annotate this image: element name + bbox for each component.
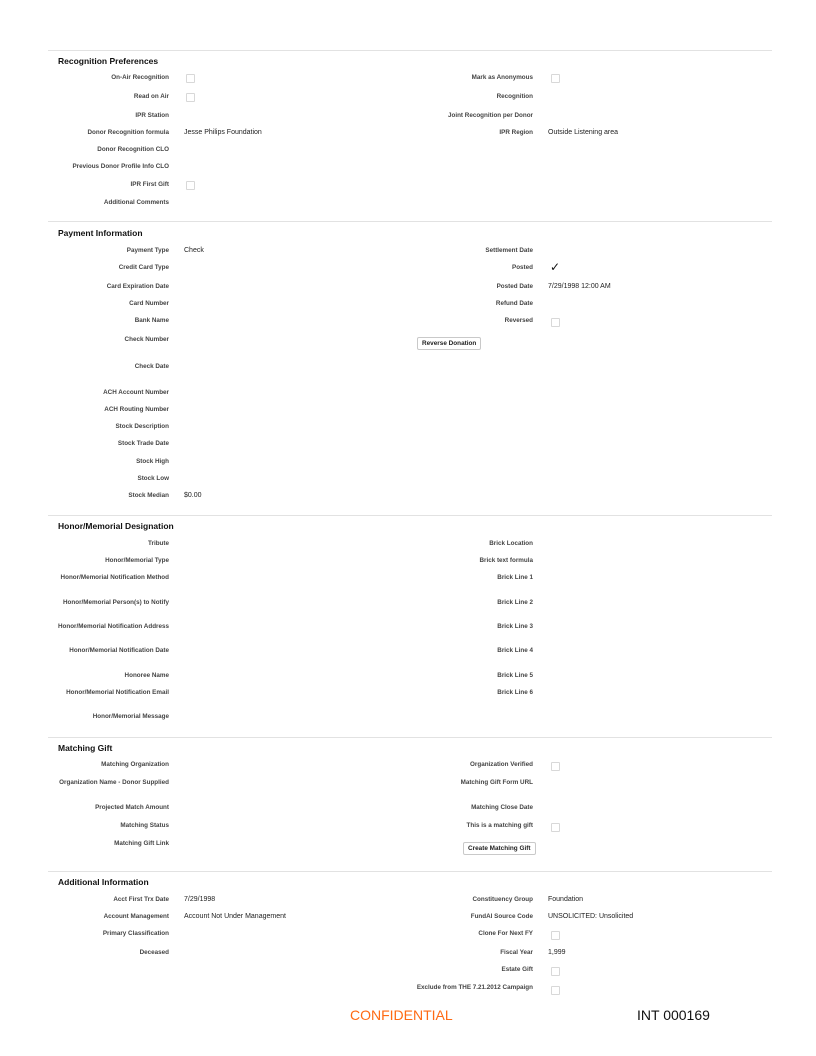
read-on-air-checkbox[interactable] <box>186 93 195 102</box>
posted-date-label: Posted Date <box>496 283 533 290</box>
organization-name-label: Organization Name - Donor Supplied <box>59 779 169 786</box>
organization-verified-label: Organization Verified <box>470 761 533 768</box>
acct-first-trx-date-label: Acct First Trx Date <box>113 896 169 903</box>
settlement-date-label: Settlement Date <box>485 247 533 254</box>
recognition-section-title: Recognition Preferences <box>58 56 159 66</box>
honor-section-title: Honor/Memorial Designation <box>58 521 174 531</box>
brick-line-4-label: Brick Line 4 <box>497 647 533 654</box>
read-on-air-label: Read on Air <box>133 93 169 100</box>
donor-recognition-formula-value: Jesse Philips Foundation <box>184 129 262 136</box>
constituency-group-value: Foundation <box>548 896 584 903</box>
ipr-region-label: IPR Region <box>499 129 533 136</box>
posted-checkmark-icon[interactable]: ✓ <box>550 260 561 274</box>
ipr-region-value: Outside Listening area <box>548 129 619 136</box>
exclude-campaign-label: Exclude from THE 7.21.2012 Campaign <box>416 984 533 991</box>
bank-name-label: Bank Name <box>134 317 169 324</box>
card-expiration-label: Card Expiration Date <box>106 283 169 290</box>
ipr-station-label: IPR Station <box>135 112 169 119</box>
section-divider <box>48 871 772 872</box>
clone-next-fy-label: Clone For Next FY <box>478 930 533 937</box>
source-code-value: UNSOLICITED: Unsolicited <box>548 913 634 920</box>
account-management-value: Account Not Under Management <box>184 913 286 920</box>
donor-recognition-clo-label: Donor Recognition CLO <box>97 146 169 153</box>
notification-email-label: Honor/Memorial Notification Email <box>66 689 169 696</box>
honoree-name-label: Honoree Name <box>124 672 169 679</box>
card-number-label: Card Number <box>129 300 169 307</box>
check-date-label: Check Date <box>134 363 169 370</box>
matching-organization-label: Matching Organization <box>101 761 169 768</box>
honor-memorial-message-label: Honor/Memorial Message <box>92 713 169 720</box>
fiscal-year-value: 1,999 <box>548 949 566 956</box>
account-management-label: Account Management <box>103 913 169 920</box>
fiscal-year-label: Fiscal Year <box>500 949 533 956</box>
posted-date-value: 7/29/1998 12:00 AM <box>548 283 611 290</box>
additional-section-title: Additional Information <box>58 877 149 887</box>
is-matching-gift-label: This is a matching gift <box>466 822 533 829</box>
refund-date-label: Refund Date <box>495 300 533 307</box>
mark-anonymous-checkbox[interactable] <box>551 74 560 83</box>
projected-match-amount-label: Projected Match Amount <box>95 804 169 811</box>
exclude-campaign-checkbox[interactable] <box>551 986 560 995</box>
brick-location-label: Brick Location <box>489 540 533 547</box>
source-code-label: FundAI Source Code <box>470 913 533 920</box>
stock-high-label: Stock High <box>136 458 169 465</box>
brick-text-formula-label: Brick text formula <box>479 557 533 564</box>
brick-line-5-label: Brick Line 5 <box>497 672 533 679</box>
bates-number: INT 000169 <box>637 1007 710 1023</box>
ipr-first-gift-checkbox[interactable] <box>186 181 195 190</box>
mark-anonymous-label: Mark as Anonymous <box>471 74 533 81</box>
check-number-label: Check Number <box>124 336 169 343</box>
payment-type-value: Check <box>184 247 204 254</box>
acct-first-trx-date-value: 7/29/1998 <box>184 896 216 903</box>
matching-section-title: Matching Gift <box>58 743 113 753</box>
ach-routing-label: ACH Routing Number <box>104 406 169 413</box>
deceased-label: Deceased <box>139 949 169 956</box>
organization-verified-checkbox[interactable] <box>551 762 560 771</box>
on-air-recognition-label: On-Air Recognition <box>111 74 169 81</box>
donor-recognition-formula-label: Donor Recognition formula <box>87 129 169 136</box>
primary-classification-label: Primary Classification <box>102 930 169 937</box>
joint-recognition-label: Joint Recognition per Donor <box>447 112 533 119</box>
ach-account-label: ACH Account Number <box>103 389 169 396</box>
brick-line-6-label: Brick Line 6 <box>497 689 533 696</box>
stock-description-label: Stock Description <box>115 423 169 430</box>
reversed-checkbox[interactable] <box>551 318 560 327</box>
recognition-label: Recognition <box>496 93 533 100</box>
matching-gift-form-url-label: Matching Gift Form URL <box>460 779 533 786</box>
reverse-donation-button[interactable]: Reverse Donation <box>417 337 481 350</box>
section-divider <box>48 221 772 222</box>
honor-memorial-type-label: Honor/Memorial Type <box>105 557 169 564</box>
notification-method-label: Honor/Memorial Notification Method <box>60 574 169 581</box>
brick-line-1-label: Brick Line 1 <box>497 574 533 581</box>
notification-date-label: Honor/Memorial Notification Date <box>69 647 169 654</box>
reversed-label: Reversed <box>504 317 533 324</box>
stock-median-label: Stock Median <box>128 492 169 499</box>
estate-gift-label: Estate Gift <box>501 966 533 973</box>
tribute-label: Tribute <box>148 540 169 547</box>
stock-median-value: $0.00 <box>184 492 202 499</box>
section-divider <box>48 50 772 51</box>
confidential-stamp: CONFIDENTIAL <box>350 1007 453 1023</box>
matching-status-label: Matching Status <box>120 822 169 829</box>
stock-low-label: Stock Low <box>137 475 169 482</box>
is-matching-gift-checkbox[interactable] <box>551 823 560 832</box>
stock-trade-date-label: Stock Trade Date <box>117 440 169 447</box>
matching-gift-link-label: Matching Gift Link <box>114 840 169 847</box>
posted-label: Posted <box>512 264 533 271</box>
payment-section-title: Payment Information <box>58 228 143 238</box>
persons-to-notify-label: Honor/Memorial Person(s) to Notify <box>62 599 169 606</box>
matching-close-date-label: Matching Close Date <box>471 804 533 811</box>
credit-card-type-label: Credit Card Type <box>118 264 169 271</box>
section-divider <box>48 515 772 516</box>
payment-type-label: Payment Type <box>126 247 169 254</box>
create-matching-gift-button[interactable]: Create Matching Gift <box>463 842 536 855</box>
brick-line-3-label: Brick Line 3 <box>497 623 533 630</box>
ipr-first-gift-label: IPR First Gift <box>130 181 169 188</box>
on-air-recognition-checkbox[interactable] <box>186 74 195 83</box>
additional-comments-label: Additional Comments <box>103 199 169 206</box>
previous-donor-profile-label: Previous Donor Profile Info CLO <box>72 163 169 170</box>
notification-address-label: Honor/Memorial Notification Address <box>57 623 169 630</box>
estate-gift-checkbox[interactable] <box>551 967 560 976</box>
clone-next-fy-checkbox[interactable] <box>551 931 560 940</box>
brick-line-2-label: Brick Line 2 <box>497 599 533 606</box>
section-divider <box>48 737 772 738</box>
constituency-group-label: Constituency Group <box>472 896 533 903</box>
